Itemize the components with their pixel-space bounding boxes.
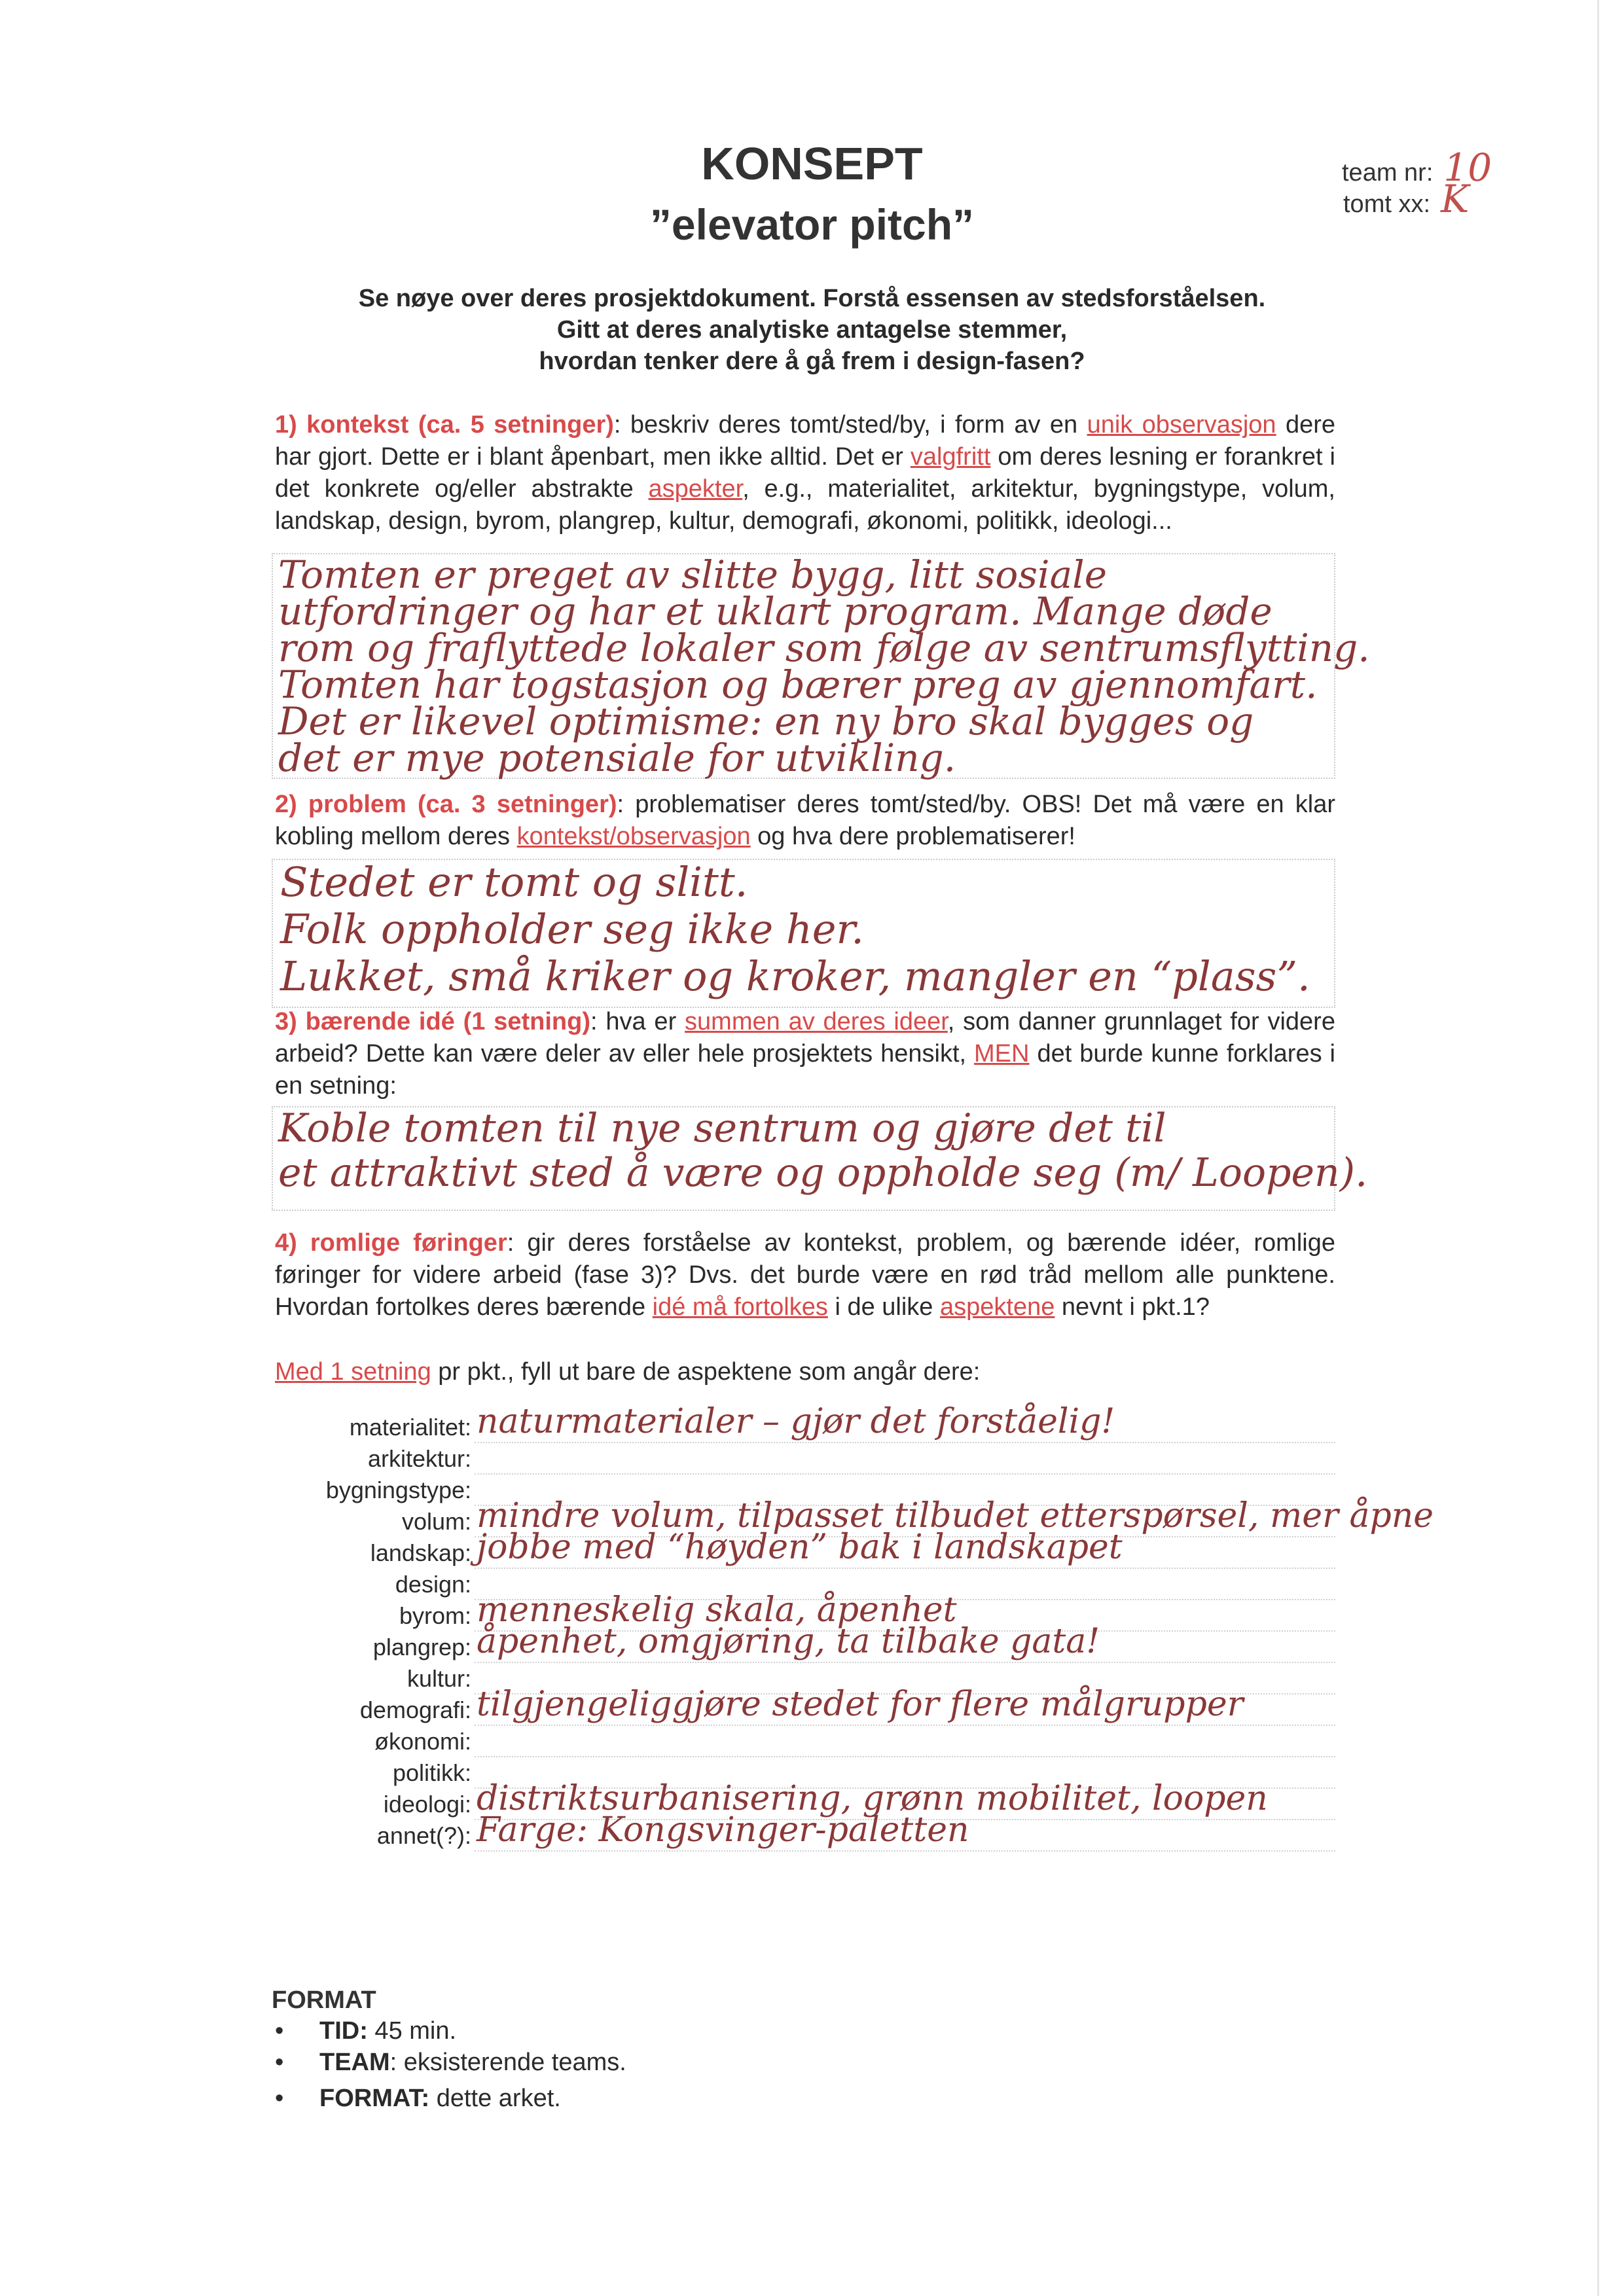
instruction-text: om deres lesning er forankret i det konkrete og/eller abstrakte <box>275 443 1335 503</box>
instruction-text: dere har gjort. Dette er i blant åpenbart, men ikke alltid. Det er <box>275 411 1336 471</box>
aspect-label: materialitet: <box>349 1414 471 1441</box>
bullet-icon: • <box>275 2049 284 2076</box>
format-key: FORMAT: <box>319 2085 430 2112</box>
aspect-label: arkitektur: <box>367 1445 471 1472</box>
intro-line: hvordan tenker dere å gå frem i design-fasen? <box>539 348 1085 375</box>
section-heading: 4) romlige føringer <box>275 1229 507 1257</box>
highlight-link: summen av deres ideer <box>685 1008 948 1035</box>
aspect-label: byrom: <box>399 1602 471 1629</box>
instruction-text: nevnt i pkt.1? <box>1055 1293 1210 1321</box>
aspect-label: bygningstype: <box>325 1477 471 1503</box>
intro-line: Gitt at deres analytiske antagelse stemmer, <box>556 316 1068 344</box>
format-value: dette arket. <box>429 2085 561 2112</box>
aspect-answer-field[interactable] <box>475 1725 1335 1757</box>
aspect-label: politikk: <box>392 1759 471 1786</box>
aspect-answer: åpenhet, omgjøring, ta tilbake gata! <box>477 1622 1100 1661</box>
highlight-link: MEN <box>974 1040 1030 1067</box>
instruction-text: pr pkt., fyll ut bare de aspektene som angår dere: <box>431 1358 981 1386</box>
aspect-label: ideologi: <box>383 1791 471 1818</box>
section-kontekst-instructions <box>275 409 1335 537</box>
aspect-answer: distriktsurbanisering, grønn mobilitet, loopen <box>477 1779 1268 1818</box>
instruction-text: i de ulike <box>827 1293 940 1321</box>
instruction-text: det burde kunne forklares i en setning: <box>275 1040 1335 1100</box>
section-heading: 1) kontekst (ca. 5 setninger) <box>275 411 614 439</box>
highlight-link: aspekter <box>648 475 743 503</box>
highlight-link: unik observasjon <box>1087 411 1276 439</box>
highlight-link: valgfritt <box>910 443 991 471</box>
aspect-answer: menneskelig skala, åpenhet <box>477 1590 957 1630</box>
aspect-answer: naturmaterialer – gjør det forståelig! <box>477 1402 1115 1441</box>
format-heading: FORMAT <box>272 1986 376 2014</box>
instruction-text: : hva er <box>590 1008 685 1035</box>
aspect-label: kultur: <box>406 1665 471 1692</box>
instruction-text: : gir deres forståelse av kontekst, problem, og bærende idéer, romlige føringer for videre arbeid (fase 3)? Dvs. det burde være en rød tråd mellom alle punktene. Hvordan fortolkes deres bærende <box>275 1229 1335 1321</box>
tomt-value: K <box>1441 177 1470 221</box>
aspect-label: volum: <box>401 1508 471 1535</box>
highlight-link: kontekst/observasjon <box>516 823 751 850</box>
aspect-label: annet(?): <box>376 1822 471 1849</box>
tomt-label: tomt xx: <box>1343 190 1431 218</box>
instruction-text: , som danner grunnlaget for videre arbeid? Dette kan være deler av eller hele prosjektets hensikt, <box>275 1008 1335 1067</box>
aspect-label: landskap: <box>370 1539 471 1566</box>
instruction-text: : problematiser deres tomt/sted/by. OBS! Det må være en klar kobling mellom deres <box>275 791 1336 850</box>
tomt-field <box>1343 177 1469 221</box>
aspect-label: plangrep: <box>372 1634 471 1660</box>
aspect-answer: Farge: Kongsvinger-paletten <box>477 1810 969 1850</box>
format-value: : eksisterende teams. <box>389 2049 626 2076</box>
bullet-icon: • <box>275 2017 284 2045</box>
aspects-intro <box>275 1356 1335 1388</box>
page-title: KONSEPT <box>701 138 923 189</box>
format-key: TEAM <box>319 2049 390 2076</box>
aspect-label: demografi: <box>359 1696 471 1723</box>
highlight-link: Med 1 setning <box>275 1358 431 1386</box>
intro-text <box>0 283 1624 377</box>
section-barende-ide-instructions <box>275 1006 1335 1102</box>
aspect-label: økonomi: <box>374 1728 471 1755</box>
team-number-value: 10 <box>1443 145 1492 190</box>
section-problem-instructions <box>275 789 1335 853</box>
barende-ide-answer: Koble tomten til nye sentrum og gjøre det til et attraktivt sted å være og oppholde seg (m/ Loopen). <box>278 1105 1368 1196</box>
page-subtitle: ”elevator pitch” <box>649 200 975 249</box>
problem-answer: Stedet er tomt og slitt. Folk oppholder seg ikke her. Lukket, små kriker og kroker, mangler en “plass”. <box>280 858 1310 1000</box>
section-romlige-foringer-instructions <box>275 1227 1335 1323</box>
bullet-icon: • <box>275 2085 284 2112</box>
format-value: 45 min. <box>367 2017 457 2045</box>
aspect-answer: jobbe med “høyden” bak i landskapet <box>477 1528 1123 1567</box>
format-key: TID: <box>319 2017 368 2045</box>
section-heading: 2) problem (ca. 3 setninger) <box>275 791 617 818</box>
instruction-text: : beskriv deres tomt/sted/by, i form av en <box>613 411 1087 439</box>
team-number-label: team nr: <box>1342 159 1434 187</box>
aspect-answer-field[interactable] <box>475 1443 1335 1475</box>
aspect-answer: tilgjengeliggjøre stedet for flere målgrupper <box>477 1685 1244 1724</box>
section-heading: 3) bærende idé (1 setning) <box>275 1008 590 1035</box>
aspect-answer: mindre volum, tilpasset tilbudet etterspørsel, mer åpne <box>477 1496 1434 1535</box>
aspect-label: design: <box>395 1571 471 1598</box>
kontekst-answer: Tomten er preget av slitte bygg, litt sosiale utfordringer og har et uklart program. Mange døde rom og fraflyttede lokaler som følge av sentrumsflytting. Tomten har togstasjon og bærer preg av gjennomfart. Det er likevel optimisme: en ny bro skal bygges og det er mye potensiale for utvikling. <box>278 552 1370 780</box>
instruction-text: , e.g., materialitet, arkitektur, bygningstype, volum, landskap, design, byrom, plangrep, kultur, demografi, økonomi, politikk, ideologi... <box>275 475 1335 535</box>
highlight-link: aspektene <box>939 1293 1055 1321</box>
intro-line: Se nøye over deres prosjektdokument. Forstå essensen av stedsforståelsen. <box>358 285 1266 312</box>
instruction-text: og hva dere problematiserer! <box>750 823 1075 850</box>
highlight-link: idé må fortolkes <box>652 1293 828 1321</box>
